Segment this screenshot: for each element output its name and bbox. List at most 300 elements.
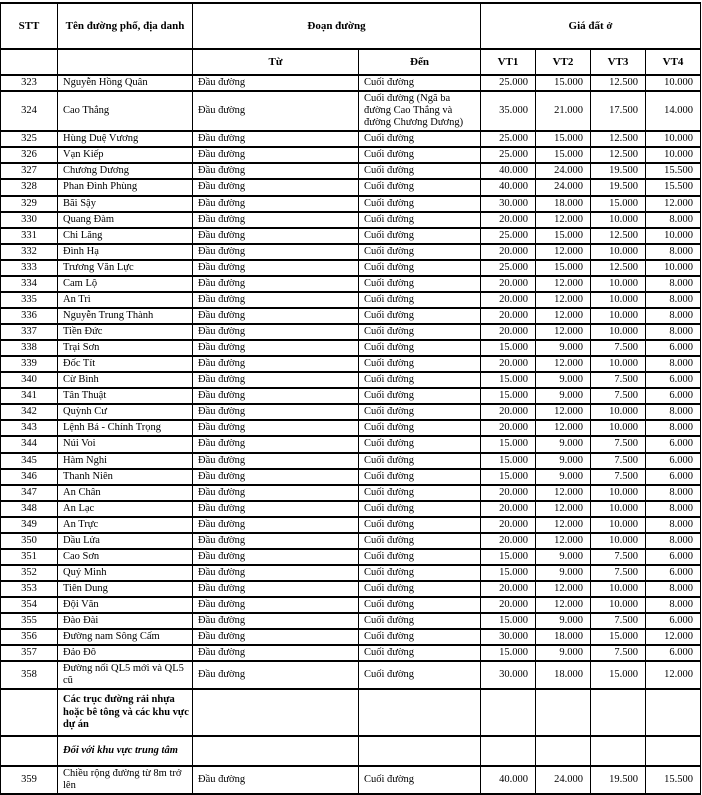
cell-vt3: 10.000	[591, 581, 646, 597]
table-row	[1, 533, 701, 549]
land-price-table	[0, 2, 701, 795]
cell-vt1: 15.000	[481, 340, 536, 356]
cell-vt4: 15.500	[646, 163, 701, 179]
cell-vt4: 8.000	[646, 244, 701, 260]
cell-from: Đầu đường	[193, 324, 359, 340]
cell-from: Đầu đường	[193, 549, 359, 565]
cell-to: Cuối đường	[359, 453, 481, 469]
cell-vt3: 10.000	[591, 485, 646, 501]
cell-vt4: 6.000	[646, 453, 701, 469]
cell-vt3: 10.000	[591, 420, 646, 436]
cell-vt1: 20.000	[481, 308, 536, 324]
cell-vt1: 30.000	[481, 629, 536, 645]
cell-name: Chi Lăng	[58, 228, 193, 244]
cell-stt: 356	[1, 629, 58, 645]
table-row	[1, 613, 701, 629]
cell-from: Đầu đường	[193, 179, 359, 195]
cell-vt4: 10.000	[646, 228, 701, 244]
cell-vt3: 7.500	[591, 549, 646, 565]
table-row	[1, 324, 701, 340]
header-vt3: VT3	[591, 49, 646, 75]
table-row	[1, 565, 701, 581]
cell-from: Đầu đường	[193, 404, 359, 420]
cell-vt2: 12.000	[536, 501, 591, 517]
cell-vt3: 19.500	[591, 766, 646, 794]
cell-from: Đầu đường	[193, 212, 359, 228]
cell-vt4: 8.000	[646, 581, 701, 597]
cell-vt2: 9.000	[536, 613, 591, 629]
cell-vt3: 7.500	[591, 340, 646, 356]
cell-vt2: 12.000	[536, 597, 591, 613]
cell-vt1: 15.000	[481, 549, 536, 565]
cell-from: Đầu đường	[193, 356, 359, 372]
cell-vt2: 15.000	[536, 228, 591, 244]
cell-to	[359, 689, 481, 735]
cell-stt: 338	[1, 340, 58, 356]
table-row	[1, 276, 701, 292]
cell-vt1: 20.000	[481, 420, 536, 436]
cell-name: Tân Thuật	[58, 388, 193, 404]
cell-name: Cừ Bình	[58, 372, 193, 388]
cell-from: Đầu đường	[193, 420, 359, 436]
cell-vt3: 10.000	[591, 501, 646, 517]
table-row	[1, 244, 701, 260]
cell-name: Đối với khu vực trung tâm	[58, 736, 193, 766]
cell-vt4: 8.000	[646, 485, 701, 501]
cell-stt: 344	[1, 436, 58, 452]
cell-vt4: 12.000	[646, 196, 701, 212]
cell-vt2: 12.000	[536, 485, 591, 501]
cell-from: Đầu đường	[193, 308, 359, 324]
cell-vt3: 15.000	[591, 196, 646, 212]
cell-vt3	[591, 736, 646, 766]
cell-vt2: 18.000	[536, 629, 591, 645]
cell-vt2: 12.000	[536, 212, 591, 228]
cell-vt3: 15.000	[591, 661, 646, 689]
cell-vt1: 20.000	[481, 501, 536, 517]
cell-vt2: 9.000	[536, 340, 591, 356]
cell-from: Đầu đường	[193, 453, 359, 469]
cell-vt4: 8.000	[646, 324, 701, 340]
table-row	[1, 292, 701, 308]
cell-name: An Trực	[58, 517, 193, 533]
cell-vt3: 15.000	[591, 629, 646, 645]
cell-vt2: 9.000	[536, 549, 591, 565]
cell-from: Đầu đường	[193, 517, 359, 533]
cell-name: An Lạc	[58, 501, 193, 517]
table-row	[1, 766, 701, 794]
cell-vt3: 10.000	[591, 356, 646, 372]
cell-stt: 337	[1, 324, 58, 340]
cell-vt1: 15.000	[481, 453, 536, 469]
cell-name: Tiền Đức	[58, 324, 193, 340]
cell-to: Cuối đường	[359, 485, 481, 501]
cell-vt1: 20.000	[481, 212, 536, 228]
cell-vt4: 10.000	[646, 131, 701, 147]
table-row	[1, 179, 701, 195]
cell-vt1: 20.000	[481, 517, 536, 533]
cell-vt3: 7.500	[591, 372, 646, 388]
header-vt1: VT1	[481, 49, 536, 75]
cell-vt3: 7.500	[591, 469, 646, 485]
cell-from: Đầu đường	[193, 91, 359, 131]
cell-to: Cuối đường	[359, 244, 481, 260]
cell-to: Cuối đường	[359, 661, 481, 689]
cell-name: An Chân	[58, 485, 193, 501]
cell-stt: 345	[1, 453, 58, 469]
cell-vt3	[591, 689, 646, 735]
cell-vt1: 15.000	[481, 388, 536, 404]
cell-to: Cuối đường	[359, 404, 481, 420]
cell-stt: 328	[1, 179, 58, 195]
cell-to: Cuối đường (Ngã ba đường Cao Thắng và đường Chương Dương)	[359, 91, 481, 131]
cell-from: Đầu đường	[193, 244, 359, 260]
cell-to: Cuối đường	[359, 324, 481, 340]
cell-from: Đầu đường	[193, 147, 359, 163]
cell-to: Cuối đường	[359, 766, 481, 794]
cell-from: Đầu đường	[193, 645, 359, 661]
cell-vt3: 12.500	[591, 75, 646, 91]
cell-vt3: 12.500	[591, 131, 646, 147]
cell-name: Đường nối QL5 mới và QL5 cũ	[58, 661, 193, 689]
cell-vt2: 9.000	[536, 436, 591, 452]
table-row	[1, 308, 701, 324]
cell-from: Đầu đường	[193, 196, 359, 212]
cell-vt4: 8.000	[646, 597, 701, 613]
cell-to: Cuối đường	[359, 469, 481, 485]
cell-vt2: 9.000	[536, 453, 591, 469]
cell-name: Chiều rộng đường từ 8m trở lên	[58, 766, 193, 794]
cell-from: Đầu đường	[193, 436, 359, 452]
cell-to: Cuối đường	[359, 565, 481, 581]
table-row	[1, 163, 701, 179]
cell-name: Quỳnh Cư	[58, 404, 193, 420]
cell-name: Dầu Lửa	[58, 533, 193, 549]
cell-stt: 347	[1, 485, 58, 501]
cell-vt3: 10.000	[591, 517, 646, 533]
table-row	[1, 340, 701, 356]
table-row	[1, 372, 701, 388]
cell-vt3: 10.000	[591, 533, 646, 549]
cell-vt3: 19.500	[591, 179, 646, 195]
cell-vt4: 8.000	[646, 533, 701, 549]
cell-vt4: 8.000	[646, 212, 701, 228]
cell-from: Đầu đường	[193, 469, 359, 485]
table-row	[1, 91, 701, 131]
cell-vt3: 19.500	[591, 163, 646, 179]
cell-vt2: 18.000	[536, 196, 591, 212]
header-vt2: VT2	[536, 49, 591, 75]
cell-from: Đầu đường	[193, 292, 359, 308]
cell-vt1: 25.000	[481, 147, 536, 163]
table-row	[1, 661, 701, 689]
cell-vt1: 20.000	[481, 244, 536, 260]
table-row	[1, 388, 701, 404]
cell-stt: 350	[1, 533, 58, 549]
cell-to: Cuối đường	[359, 356, 481, 372]
cell-name: Bãi Sậy	[58, 196, 193, 212]
cell-vt2: 12.000	[536, 581, 591, 597]
cell-vt2: 9.000	[536, 565, 591, 581]
cell-to: Cuối đường	[359, 131, 481, 147]
cell-vt4: 15.500	[646, 766, 701, 794]
cell-vt2: 12.000	[536, 244, 591, 260]
cell-vt2: 9.000	[536, 388, 591, 404]
cell-vt2: 12.000	[536, 404, 591, 420]
cell-vt1: 40.000	[481, 163, 536, 179]
cell-stt: 339	[1, 356, 58, 372]
cell-from: Đầu đường	[193, 565, 359, 581]
cell-from	[193, 689, 359, 735]
cell-stt: 327	[1, 163, 58, 179]
section-row	[1, 689, 701, 735]
cell-vt3: 7.500	[591, 613, 646, 629]
cell-to: Cuối đường	[359, 163, 481, 179]
cell-to: Cuối đường	[359, 388, 481, 404]
cell-name: An Trì	[58, 292, 193, 308]
cell-stt: 346	[1, 469, 58, 485]
cell-vt2: 12.000	[536, 420, 591, 436]
cell-name: Nguyễn Hồng Quân	[58, 75, 193, 91]
table-row	[1, 469, 701, 485]
header-stt: STT	[1, 3, 58, 49]
cell-vt2: 12.000	[536, 308, 591, 324]
cell-vt4: 6.000	[646, 565, 701, 581]
cell-vt4: 8.000	[646, 517, 701, 533]
cell-from: Đầu đường	[193, 163, 359, 179]
cell-stt: 359	[1, 766, 58, 794]
cell-vt2: 24.000	[536, 766, 591, 794]
cell-stt: 341	[1, 388, 58, 404]
table-row	[1, 597, 701, 613]
cell-stt: 323	[1, 75, 58, 91]
cell-vt2: 12.000	[536, 292, 591, 308]
cell-vt2: 9.000	[536, 469, 591, 485]
cell-stt: 333	[1, 260, 58, 276]
section-row	[1, 736, 701, 766]
cell-vt1: 20.000	[481, 404, 536, 420]
cell-stt: 342	[1, 404, 58, 420]
cell-to: Cuối đường	[359, 597, 481, 613]
table-row	[1, 517, 701, 533]
cell-vt3: 10.000	[591, 212, 646, 228]
cell-vt2	[536, 736, 591, 766]
cell-vt2: 9.000	[536, 645, 591, 661]
cell-from: Đầu đường	[193, 501, 359, 517]
cell-vt1: 20.000	[481, 356, 536, 372]
cell-stt: 349	[1, 517, 58, 533]
table-row	[1, 485, 701, 501]
table-row	[1, 260, 701, 276]
cell-vt3: 12.500	[591, 147, 646, 163]
cell-vt4: 8.000	[646, 501, 701, 517]
cell-vt1	[481, 736, 536, 766]
cell-vt4: 8.000	[646, 308, 701, 324]
header-price: Giá đất ở	[481, 3, 701, 49]
cell-vt4: 15.500	[646, 179, 701, 195]
cell-name: Cao Thắng	[58, 91, 193, 131]
cell-vt4: 6.000	[646, 613, 701, 629]
header-name-blank	[58, 49, 193, 75]
cell-to: Cuối đường	[359, 292, 481, 308]
cell-to: Cuối đường	[359, 517, 481, 533]
cell-vt1: 15.000	[481, 645, 536, 661]
cell-vt3: 7.500	[591, 645, 646, 661]
cell-to: Cuối đường	[359, 549, 481, 565]
cell-vt4: 10.000	[646, 147, 701, 163]
header-to: Đến	[359, 49, 481, 75]
cell-vt3: 7.500	[591, 453, 646, 469]
cell-vt1: 15.000	[481, 372, 536, 388]
cell-stt: 332	[1, 244, 58, 260]
cell-to: Cuối đường	[359, 147, 481, 163]
cell-vt2: 18.000	[536, 661, 591, 689]
cell-vt4: 10.000	[646, 260, 701, 276]
cell-stt: 358	[1, 661, 58, 689]
cell-vt4: 6.000	[646, 549, 701, 565]
cell-from: Đầu đường	[193, 485, 359, 501]
cell-name: Chương Dương	[58, 163, 193, 179]
cell-to: Cuối đường	[359, 629, 481, 645]
cell-from: Đầu đường	[193, 629, 359, 645]
cell-vt3: 17.500	[591, 91, 646, 131]
header-segment: Đoạn đường	[193, 3, 481, 49]
cell-to: Cuối đường	[359, 340, 481, 356]
cell-vt3: 10.000	[591, 276, 646, 292]
cell-vt4: 8.000	[646, 356, 701, 372]
cell-vt1: 20.000	[481, 324, 536, 340]
cell-from	[193, 736, 359, 766]
cell-vt4: 8.000	[646, 420, 701, 436]
cell-name: Tiên Dung	[58, 581, 193, 597]
cell-vt4: 8.000	[646, 276, 701, 292]
table-row	[1, 356, 701, 372]
cell-to: Cuối đường	[359, 501, 481, 517]
cell-vt4: 10.000	[646, 75, 701, 91]
cell-stt: 348	[1, 501, 58, 517]
cell-vt4: 6.000	[646, 372, 701, 388]
cell-vt3: 10.000	[591, 324, 646, 340]
table-row	[1, 501, 701, 517]
cell-vt2: 15.000	[536, 260, 591, 276]
cell-vt3: 7.500	[591, 388, 646, 404]
cell-vt1: 25.000	[481, 75, 536, 91]
cell-vt3: 10.000	[591, 308, 646, 324]
cell-stt: 352	[1, 565, 58, 581]
header-row-sub	[1, 49, 701, 75]
cell-vt1: 20.000	[481, 292, 536, 308]
cell-name: Đốc Tít	[58, 356, 193, 372]
cell-vt2	[536, 689, 591, 735]
cell-vt2: 15.000	[536, 131, 591, 147]
cell-name: Cao Sơn	[58, 549, 193, 565]
cell-vt3: 12.500	[591, 260, 646, 276]
cell-to: Cuối đường	[359, 276, 481, 292]
cell-from: Đầu đường	[193, 661, 359, 689]
cell-name: Đội Văn	[58, 597, 193, 613]
cell-to: Cuối đường	[359, 228, 481, 244]
cell-name: Nguyễn Trung Thành	[58, 308, 193, 324]
cell-stt: 353	[1, 581, 58, 597]
cell-vt1: 25.000	[481, 260, 536, 276]
header-street-name: Tên đường phố, địa danh	[58, 3, 193, 49]
cell-from: Đầu đường	[193, 75, 359, 91]
cell-vt1: 30.000	[481, 196, 536, 212]
cell-name: Các trục đường rải nhựa hoặc bê tông và các khu vực dự án	[58, 689, 193, 735]
cell-stt: 335	[1, 292, 58, 308]
cell-vt2: 9.000	[536, 372, 591, 388]
cell-to: Cuối đường	[359, 212, 481, 228]
table-row	[1, 228, 701, 244]
cell-stt: 330	[1, 212, 58, 228]
cell-vt1: 20.000	[481, 581, 536, 597]
cell-vt1: 15.000	[481, 469, 536, 485]
cell-stt	[1, 736, 58, 766]
cell-name: Đào Đài	[58, 613, 193, 629]
table-row	[1, 645, 701, 661]
cell-name: Trại Sơn	[58, 340, 193, 356]
cell-from: Đầu đường	[193, 372, 359, 388]
cell-vt1: 15.000	[481, 436, 536, 452]
cell-stt: 324	[1, 91, 58, 131]
cell-vt3: 7.500	[591, 565, 646, 581]
table-body	[1, 75, 701, 794]
cell-vt3: 10.000	[591, 292, 646, 308]
cell-vt2: 12.000	[536, 324, 591, 340]
cell-vt2: 21.000	[536, 91, 591, 131]
cell-to: Cuối đường	[359, 613, 481, 629]
cell-stt: 334	[1, 276, 58, 292]
cell-vt2: 12.000	[536, 517, 591, 533]
cell-name: Vạn Kiếp	[58, 147, 193, 163]
cell-from: Đầu đường	[193, 388, 359, 404]
cell-from: Đầu đường	[193, 597, 359, 613]
cell-vt2: 24.000	[536, 179, 591, 195]
cell-vt1: 40.000	[481, 179, 536, 195]
cell-name: Phan Đình Phùng	[58, 179, 193, 195]
cell-to: Cuối đường	[359, 196, 481, 212]
cell-stt: 340	[1, 372, 58, 388]
cell-to: Cuối đường	[359, 179, 481, 195]
cell-from: Đầu đường	[193, 340, 359, 356]
table-row	[1, 453, 701, 469]
cell-vt2: 15.000	[536, 75, 591, 91]
cell-vt4: 6.000	[646, 436, 701, 452]
cell-from: Đầu đường	[193, 766, 359, 794]
cell-name: Hàm Nghi	[58, 453, 193, 469]
cell-vt3: 12.500	[591, 228, 646, 244]
cell-vt2: 12.000	[536, 356, 591, 372]
cell-stt: 351	[1, 549, 58, 565]
cell-vt4	[646, 689, 701, 735]
header-from: Từ	[193, 49, 359, 75]
cell-stt: 325	[1, 131, 58, 147]
cell-to: Cuối đường	[359, 420, 481, 436]
cell-from: Đầu đường	[193, 533, 359, 549]
cell-vt4: 6.000	[646, 388, 701, 404]
header-row-main	[1, 3, 701, 49]
cell-name: Đường nam Sông Cấm	[58, 629, 193, 645]
cell-vt2: 12.000	[536, 276, 591, 292]
cell-from: Đầu đường	[193, 131, 359, 147]
cell-name: Hùng Duệ Vương	[58, 131, 193, 147]
table-header	[1, 3, 701, 75]
cell-name: Đình Hạ	[58, 244, 193, 260]
cell-name: Lệnh Bá - Chính Trọng	[58, 420, 193, 436]
cell-vt1: 15.000	[481, 613, 536, 629]
table-row	[1, 75, 701, 91]
cell-stt: 326	[1, 147, 58, 163]
